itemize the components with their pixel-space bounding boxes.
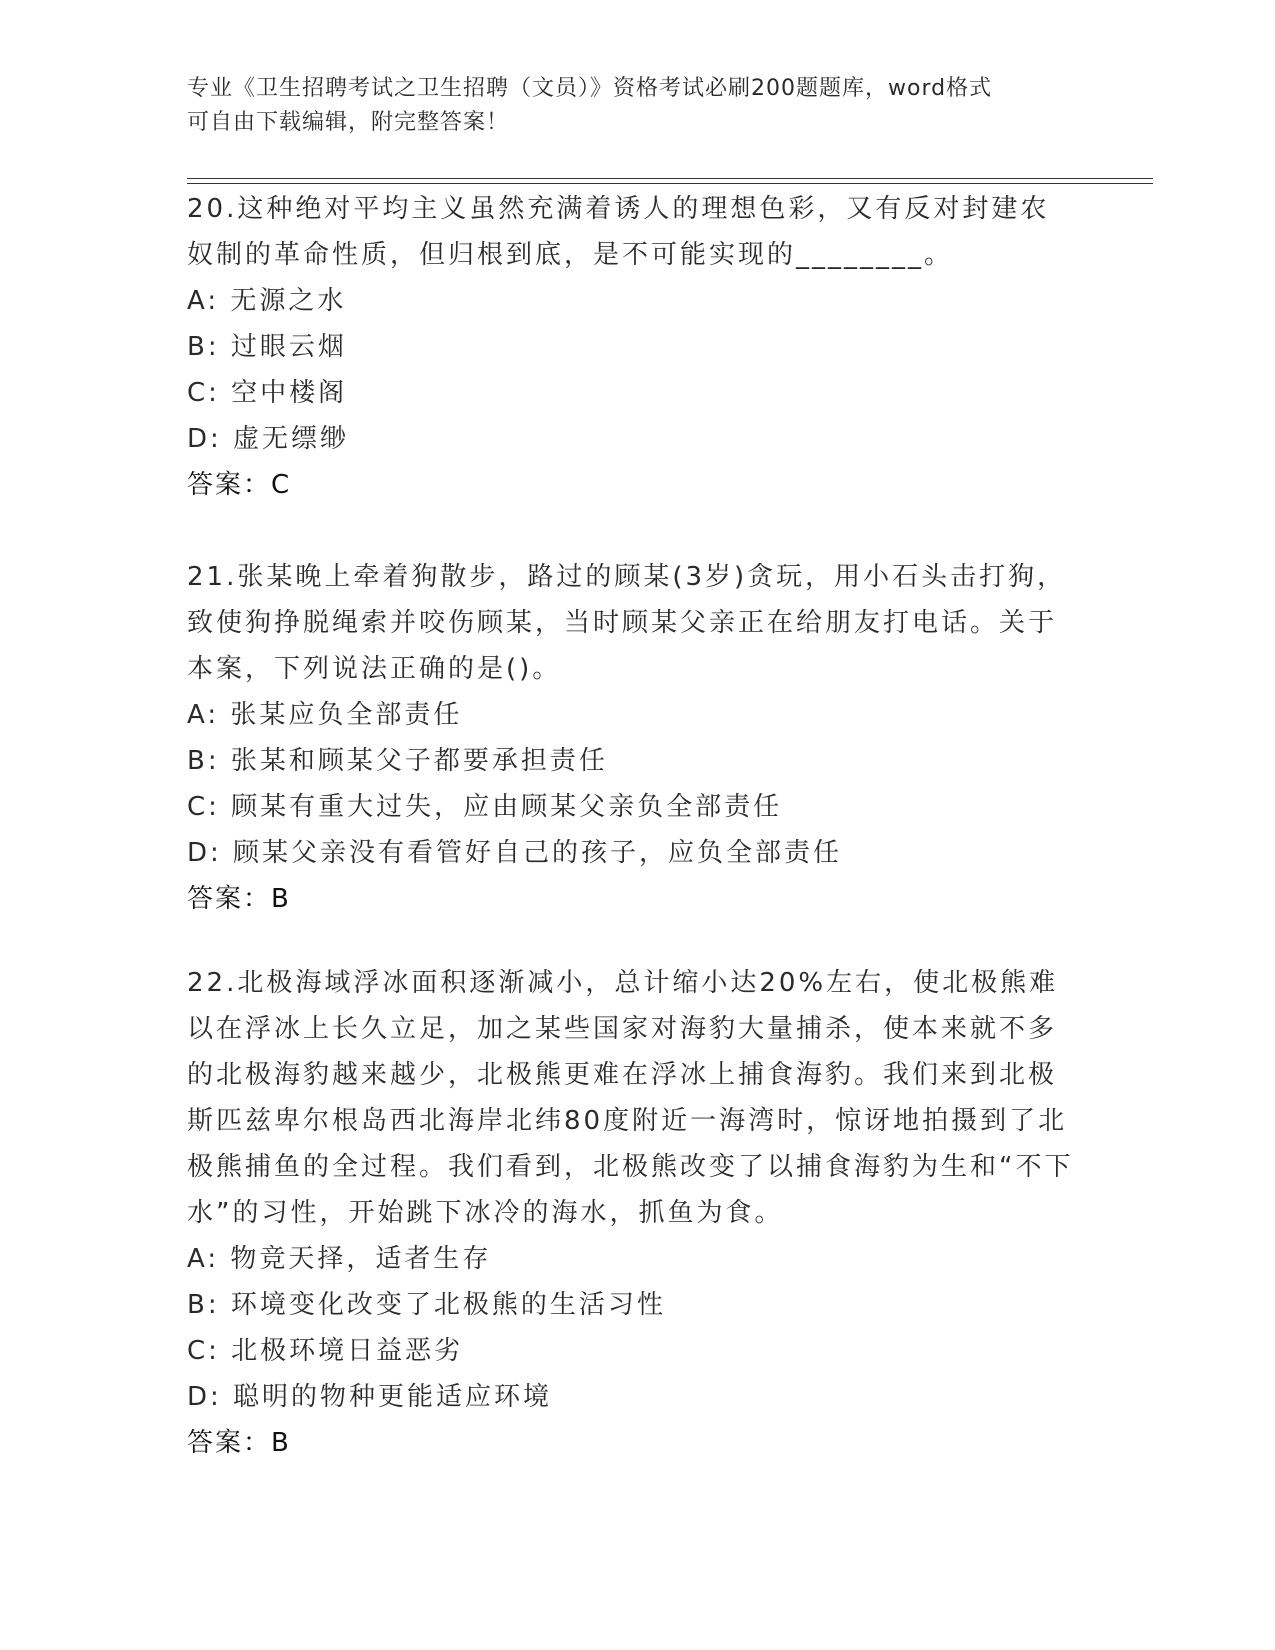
- option-b: B: 张某和顾某父子都要承担责任: [187, 746, 608, 776]
- option-c: C: 北极环境日益恶劣: [187, 1336, 464, 1366]
- option-a: A: 张某应负全部责任: [187, 700, 463, 730]
- header-divider-bottom: [187, 183, 1153, 184]
- option-a: A: 物竞天择，适者生存: [187, 1244, 492, 1274]
- question-22: [187, 960, 1077, 1466]
- question-stem: 22.北极海域浮冰面积逐渐减小，总计缩小达20%左右，使北极熊难以在浮冰上长久立足，加之某些国家对海豹大量捕杀，使本来就不多的北极海豹越来越少，北极熊更难在浮冰上捕食海豹。我们来到北极斯匹兹卑尔根岛西北海岸北纬80度附近一海湾时，惊讶地拍摄到了北极熊捕鱼的全过程。我们看到，北极熊改变了以捕食海豹为生和“不下水”的习性，开始跳下冰冷的海水，抓鱼为食。: [187, 968, 1074, 1228]
- option-b: B: 过眼云烟: [187, 332, 347, 362]
- header-divider-top: [187, 178, 1153, 179]
- document-header: [187, 72, 1087, 140]
- option-d: D: 顾某父亲没有看管好自己的孩子，应负全部责任: [187, 838, 843, 868]
- option-c: C: 顾某有重大过失，应由顾某父亲负全部责任: [187, 792, 783, 822]
- option-b: B: 环境变化改变了北极熊的生活习性: [187, 1290, 666, 1320]
- option-d: D: 虚无缥缈: [187, 424, 350, 454]
- question-stem: 21.张某晚上牵着狗散步，路过的顾某(3岁)贪玩，用小石头击打狗，致使狗挣脱绳索并咬伤顾某，当时顾某父亲正在给朋友打电话。关于本案，下列说法正确的是()。: [187, 562, 1067, 684]
- question-21: [187, 554, 1077, 922]
- header-line-1: 专业《卫生招聘考试之卫生招聘（文员）》资格考试必刷200题题库，word格式: [187, 76, 993, 101]
- header-line-2: 可自由下载编辑，附完整答案！: [187, 110, 510, 135]
- answer-line: 答案：C: [187, 470, 292, 500]
- option-c: C: 空中楼阁: [187, 378, 348, 408]
- option-d: D: 聪明的物种更能适应环境: [187, 1382, 553, 1412]
- option-a: A: 无源之水: [187, 286, 347, 316]
- answer-line: 答案：B: [187, 1428, 291, 1458]
- question-20: [187, 186, 1077, 508]
- answer-line: 答案：B: [187, 884, 291, 914]
- question-stem: 20.这种绝对平均主义虽然充满着诱人的理想色彩，又有反对封建农奴制的革命性质，但归根到底，是不可能实现的________。: [187, 194, 1050, 270]
